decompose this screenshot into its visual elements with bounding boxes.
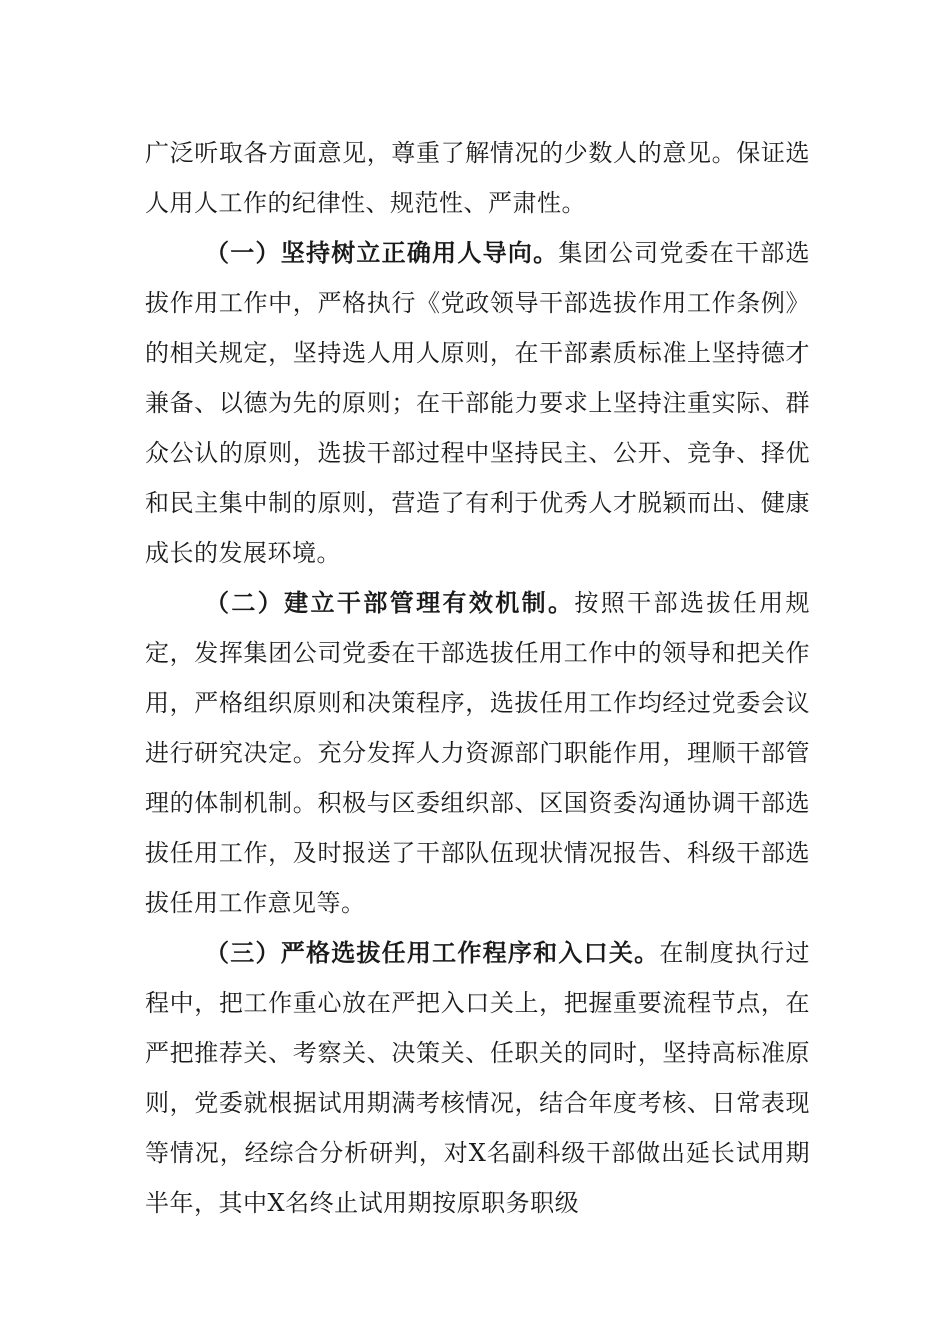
document-body xyxy=(145,128,810,1228)
section-heading-3: （三）严格选拔任用工作程序和入口关。 xyxy=(205,939,660,967)
paragraph-section-1 xyxy=(145,228,810,578)
section-heading-2: （二）建立干部管理有效机制。 xyxy=(205,589,575,617)
paragraph-section-3 xyxy=(145,928,810,1228)
paragraph-text: 按照干部选拔任用规定，发挥集团公司党委在干部选拔任用工作中的领导和把关作用，严格组织原则和决策程序，选拔任用工作均经过党委会议进行研究决定。充分发挥人力资源部门职能作用，理顺干部管理的体制机制。积极与区委组织部、区国资委沟通协调干部选拔任用工作，及时报送了干部队伍现状情况报告、科级干部选拔任用工作意见等。 xyxy=(145,589,811,917)
paragraph-text: 广泛听取各方面意见，尊重了解情况的少数人的意见。保证选人用人工作的纪律性、规范性、严肃性。 xyxy=(145,139,810,217)
paragraph-text: 在制度执行过程中，把工作重心放在严把入口关上，把握重要流程节点，在严把推荐关、考察关、决策关、任职关的同时，坚持高标准原则，党委就根据试用期满考核情况，结合年度考核、日常表现等情况，经综合分析研判，对X名副科级干部做出延长试用期半年，其中X名终止试用期按原职务职级 xyxy=(145,939,811,1217)
section-heading-1: （一）坚持树立正确用人导向。 xyxy=(205,239,559,267)
paragraph-text: 集团公司党委在干部选拔作用工作中，严格执行《党政领导干部选拔作用工作条例》的相关规定，坚持选人用人原则，在干部素质标准上坚持德才兼备、以德为先的原则；在干部能力要求上坚持注重实际、群众公认的原则，选拔干部过程中坚持民主、公开、竞争、择优和民主集中制的原则，营造了有利于优秀人才脱颖而出、健康成长的发展环境。 xyxy=(145,239,811,567)
paragraph-continuation xyxy=(145,128,810,228)
paragraph-section-2 xyxy=(145,578,810,928)
